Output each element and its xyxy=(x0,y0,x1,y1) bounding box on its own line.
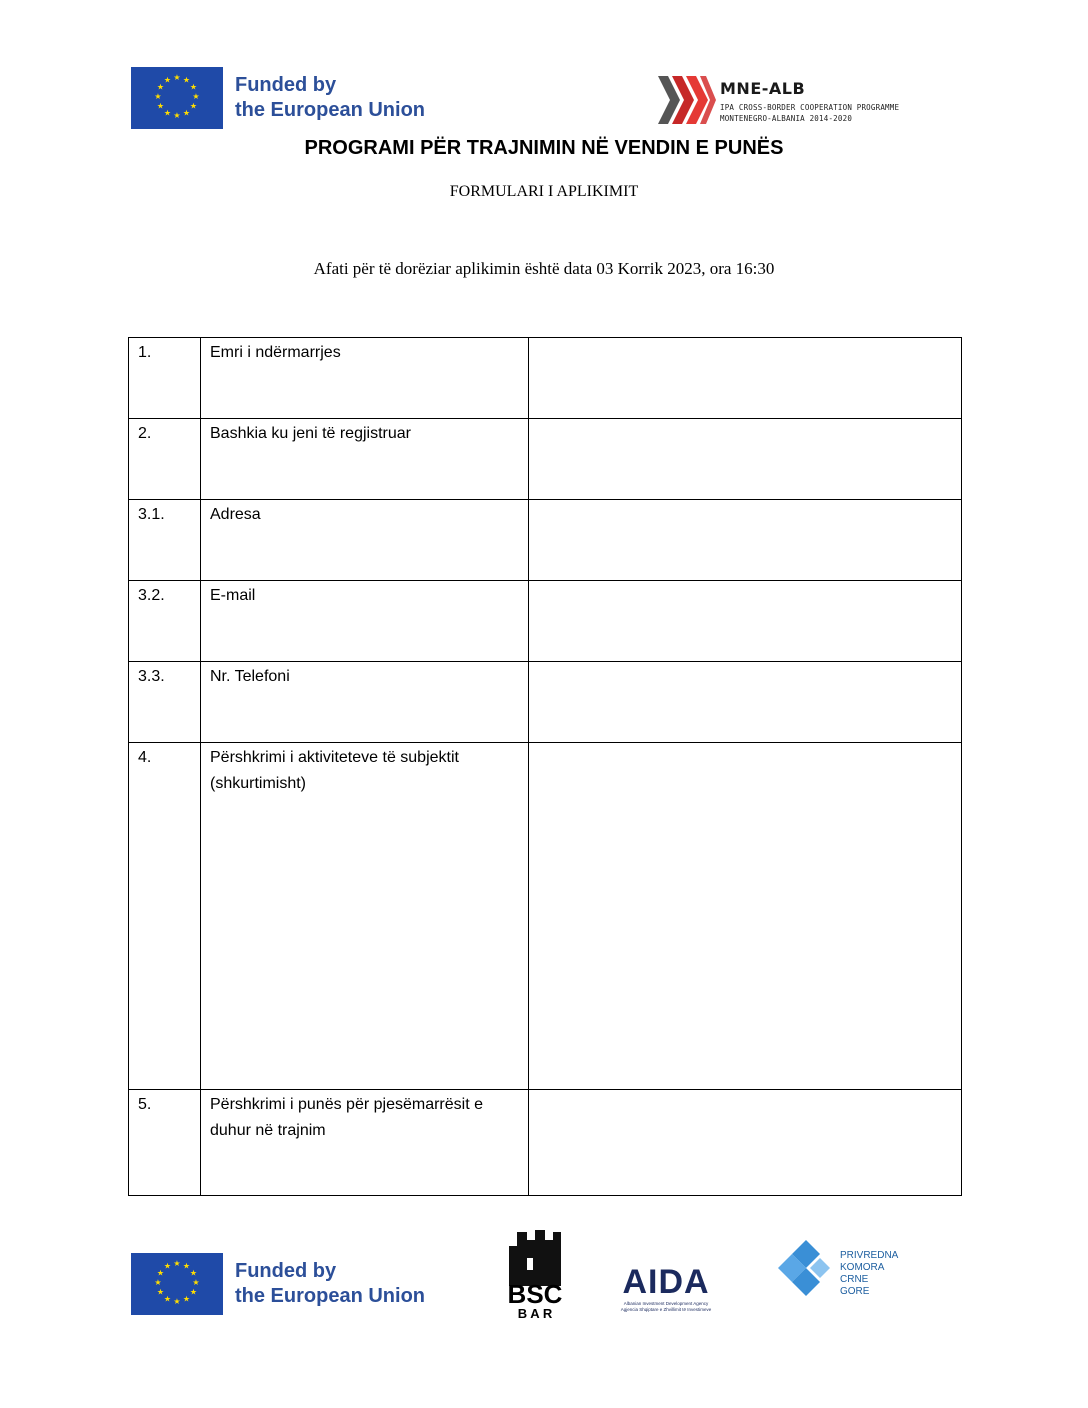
svg-text:★: ★ xyxy=(163,1294,172,1304)
aida-tagline1: Albanian Investment Development Agency xyxy=(623,1301,709,1306)
document-title: PROGRAMI PËR TRAJNIMIN NË VENDIN E PUNËS xyxy=(304,137,784,159)
svg-text:★: ★ xyxy=(163,75,172,85)
row-number: 3.2. xyxy=(129,581,201,662)
eu-logo-line2: the European Union xyxy=(235,1285,425,1307)
job-description-field[interactable] xyxy=(529,1090,962,1196)
eu-funded-logo-footer xyxy=(131,1253,425,1315)
eu-logo-line1: Funded by xyxy=(235,74,337,96)
municipality-field[interactable] xyxy=(529,419,962,500)
form-row xyxy=(129,419,962,500)
row-number: 3.1. xyxy=(129,500,201,581)
svg-text:★: ★ xyxy=(156,1268,165,1278)
svg-text:★: ★ xyxy=(182,1261,191,1271)
svg-text:★: ★ xyxy=(154,1278,162,1287)
svg-text:★: ★ xyxy=(173,1259,181,1268)
pkcg-line3: CRNE GORE xyxy=(840,1274,870,1297)
form-row xyxy=(129,1090,962,1196)
row-number: 3.3. xyxy=(129,662,201,743)
programme-subtitle-line1: IPA CROSS-BORDER COOPERATION PROGRAMME xyxy=(720,103,900,112)
eu-logo-line2: the European Union xyxy=(235,99,425,121)
aida-logo xyxy=(618,1262,714,1318)
svg-text:★: ★ xyxy=(189,82,198,92)
eu-logo-line1: Funded by xyxy=(235,1260,337,1282)
form-row xyxy=(129,662,962,743)
eu-flag-icon xyxy=(131,1253,223,1315)
svg-text:★: ★ xyxy=(182,75,191,85)
svg-text:★: ★ xyxy=(173,1297,181,1306)
form-row xyxy=(129,500,962,581)
privredna-komora-logo xyxy=(776,1238,899,1298)
aida-text: AIDA xyxy=(622,1263,710,1301)
mne-alb-programme-logo xyxy=(656,72,900,128)
pkcg-line2: KOMORA xyxy=(840,1262,885,1273)
diamond-emblem-icon xyxy=(776,1238,838,1298)
row-number: 5. xyxy=(129,1090,201,1196)
email-field[interactable] xyxy=(529,581,962,662)
row-number: 1. xyxy=(129,338,201,419)
form-row xyxy=(129,581,962,662)
svg-text:★: ★ xyxy=(182,1294,191,1304)
svg-text:★: ★ xyxy=(192,1278,200,1287)
programme-title: MNE-ALB xyxy=(720,79,806,98)
row-label: Bashkia ku jeni të regjistruar xyxy=(201,419,529,500)
row-label: Përshkrimi i punës për pjesëmarrësit e duhur në trajnim xyxy=(201,1090,529,1196)
svg-text:★: ★ xyxy=(156,101,165,111)
row-label: Emri i ndërmarrjes xyxy=(201,338,529,419)
svg-text:★: ★ xyxy=(163,108,172,118)
row-label: E-mail xyxy=(201,581,529,662)
svg-text:★: ★ xyxy=(192,92,200,101)
svg-text:★: ★ xyxy=(156,1287,165,1297)
svg-text:★: ★ xyxy=(154,92,162,101)
row-label: Nr. Telefoni xyxy=(201,662,529,743)
svg-text:★: ★ xyxy=(156,82,165,92)
address-field[interactable] xyxy=(529,500,962,581)
bsc-subtext: B A R xyxy=(517,1306,553,1321)
svg-text:★: ★ xyxy=(189,1268,198,1278)
phone-field[interactable] xyxy=(529,662,962,743)
document-subtitle: FORMULARI I APLIKIMIT xyxy=(449,183,639,200)
svg-text:★: ★ xyxy=(173,111,181,120)
eu-funded-logo-header xyxy=(131,67,425,129)
svg-text:★: ★ xyxy=(189,101,198,111)
svg-text:★: ★ xyxy=(189,1287,198,1297)
aida-tagline2: Agjencia Shqiptare e Zhvillimit të Investimeve xyxy=(620,1307,712,1312)
svg-text:★: ★ xyxy=(173,73,181,82)
application-form-table xyxy=(128,337,962,1196)
company-name-field[interactable] xyxy=(529,338,962,419)
chevron-arrows-icon xyxy=(656,72,718,128)
row-number: 4. xyxy=(129,743,201,1090)
row-number: 2. xyxy=(129,419,201,500)
row-label: Përshkrimi i aktiviteteve të subjektit (shkurtimisht) xyxy=(201,743,529,1090)
bsc-bar-logo xyxy=(505,1228,565,1323)
form-row xyxy=(129,338,962,419)
svg-text:★: ★ xyxy=(182,108,191,118)
form-row xyxy=(129,743,962,1090)
bsc-text: BSC xyxy=(507,1279,563,1309)
activities-description-field[interactable] xyxy=(529,743,962,1090)
pkcg-line1: PRIVREDNA xyxy=(840,1250,899,1261)
row-label: Adresa xyxy=(201,500,529,581)
eu-flag-icon xyxy=(131,67,223,129)
deadline-text: Afati për të dorëziar aplikimin është data 03 Korrik 2023, ora 16:30 xyxy=(313,259,775,278)
programme-subtitle-line2: MONTENEGRO-ALBANIA 2014-2020 xyxy=(720,114,853,123)
svg-text:★: ★ xyxy=(163,1261,172,1271)
